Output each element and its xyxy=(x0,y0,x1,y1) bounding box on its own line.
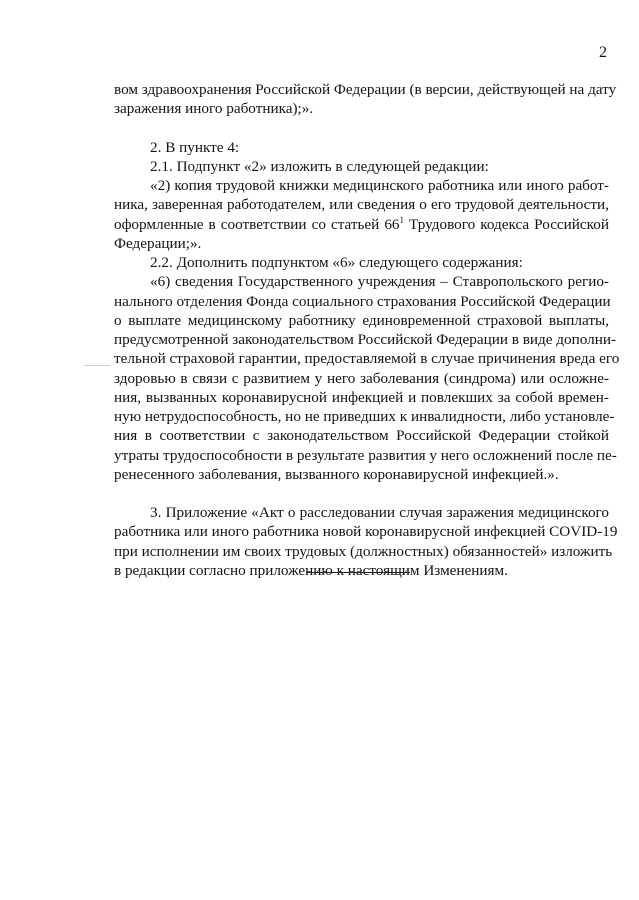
text-line: «2) копия трудовой книжки медицинского работника или иного работ- xyxy=(150,177,609,194)
text-line-with-superscript xyxy=(114,215,609,234)
text-line: 2. В пункте 4: xyxy=(150,138,240,156)
text-line: Федерации;». xyxy=(114,234,202,252)
text-line: 2.1. Подпункт «2» изложить в следующей редакции: xyxy=(150,157,489,175)
paragraph-item-3 xyxy=(114,503,618,580)
text-line: работника или иного работника новой коронавирусной инфекцией COVID-19 xyxy=(114,523,618,541)
text-line: «6) сведения Государственного учреждения – Ставропольского регио- xyxy=(150,273,609,291)
text-line: вом здравоохранения Российской Федерации (в версии, действующей на дату xyxy=(114,81,617,98)
text-line: здоровью в связи с развитием у него заболевания (синдрома) или осложне- xyxy=(114,369,609,387)
superscript: 1 xyxy=(399,214,405,225)
closing-separator-line xyxy=(306,572,410,573)
text-line: нального отделения Фонда социального страхования Российской Федерации xyxy=(114,292,611,310)
text-line: заражения иного работника);». xyxy=(114,100,314,118)
text-line: ника, заверенная работодателем, или сведения о его трудовой деятельности, xyxy=(114,196,609,214)
text-line: ренесенного заболевания, вызванного коронавирусной инфекцией.». xyxy=(114,465,559,483)
paragraph-item-2-1 xyxy=(114,157,609,176)
paragraph-gap xyxy=(114,119,609,138)
paragraph-item-2 xyxy=(114,138,609,157)
paragraph-continuation xyxy=(114,80,617,119)
paragraph-subitem-2 xyxy=(114,176,609,253)
text-line: 2.2. Дополнить подпунктом «6» следующего содержания: xyxy=(150,254,523,271)
text-line: в редакции согласно приложению к настоящим Изменениям. xyxy=(114,561,508,579)
text-line: тельной страховой гарантии, предоставляемой в случае причинения вреда его xyxy=(114,350,620,368)
paragraph-gap xyxy=(114,484,609,503)
page-number: 2 xyxy=(599,44,607,61)
text-fragment: оформленные в соответствии со статьей 66 xyxy=(114,215,400,233)
text-fragment: Трудового кодекса Российской xyxy=(404,215,609,233)
text-line: при исполнении им своих трудовых (должностных) обязанностей» изложить xyxy=(114,542,613,560)
text-line: о выплате медицинскому работнику единовременной страховой выплаты, xyxy=(114,311,609,329)
scan-artifact-mark xyxy=(84,365,110,366)
text-line: ную нетрудоспособность, но не приведших к инвалидности, либо установле- xyxy=(114,408,615,425)
paragraph-item-2-2 xyxy=(114,253,609,272)
document-body xyxy=(114,80,620,580)
text-line: предусмотренной законодательством Российской Федерации в виде дополни- xyxy=(114,331,617,348)
text-line: 3. Приложение «Акт о расследовании случая заражения медицинского xyxy=(150,504,609,521)
text-line: ния в соответствии с законодательством Российской Федерации стойкой xyxy=(114,427,609,445)
text-line: ния, вызванных коронавирусной инфекцией и повлекших за собой времен- xyxy=(114,388,609,406)
paragraph-subitem-6 xyxy=(114,272,620,484)
text-line: утраты трудоспособности в результате развития у него осложнений после пе- xyxy=(114,446,617,464)
